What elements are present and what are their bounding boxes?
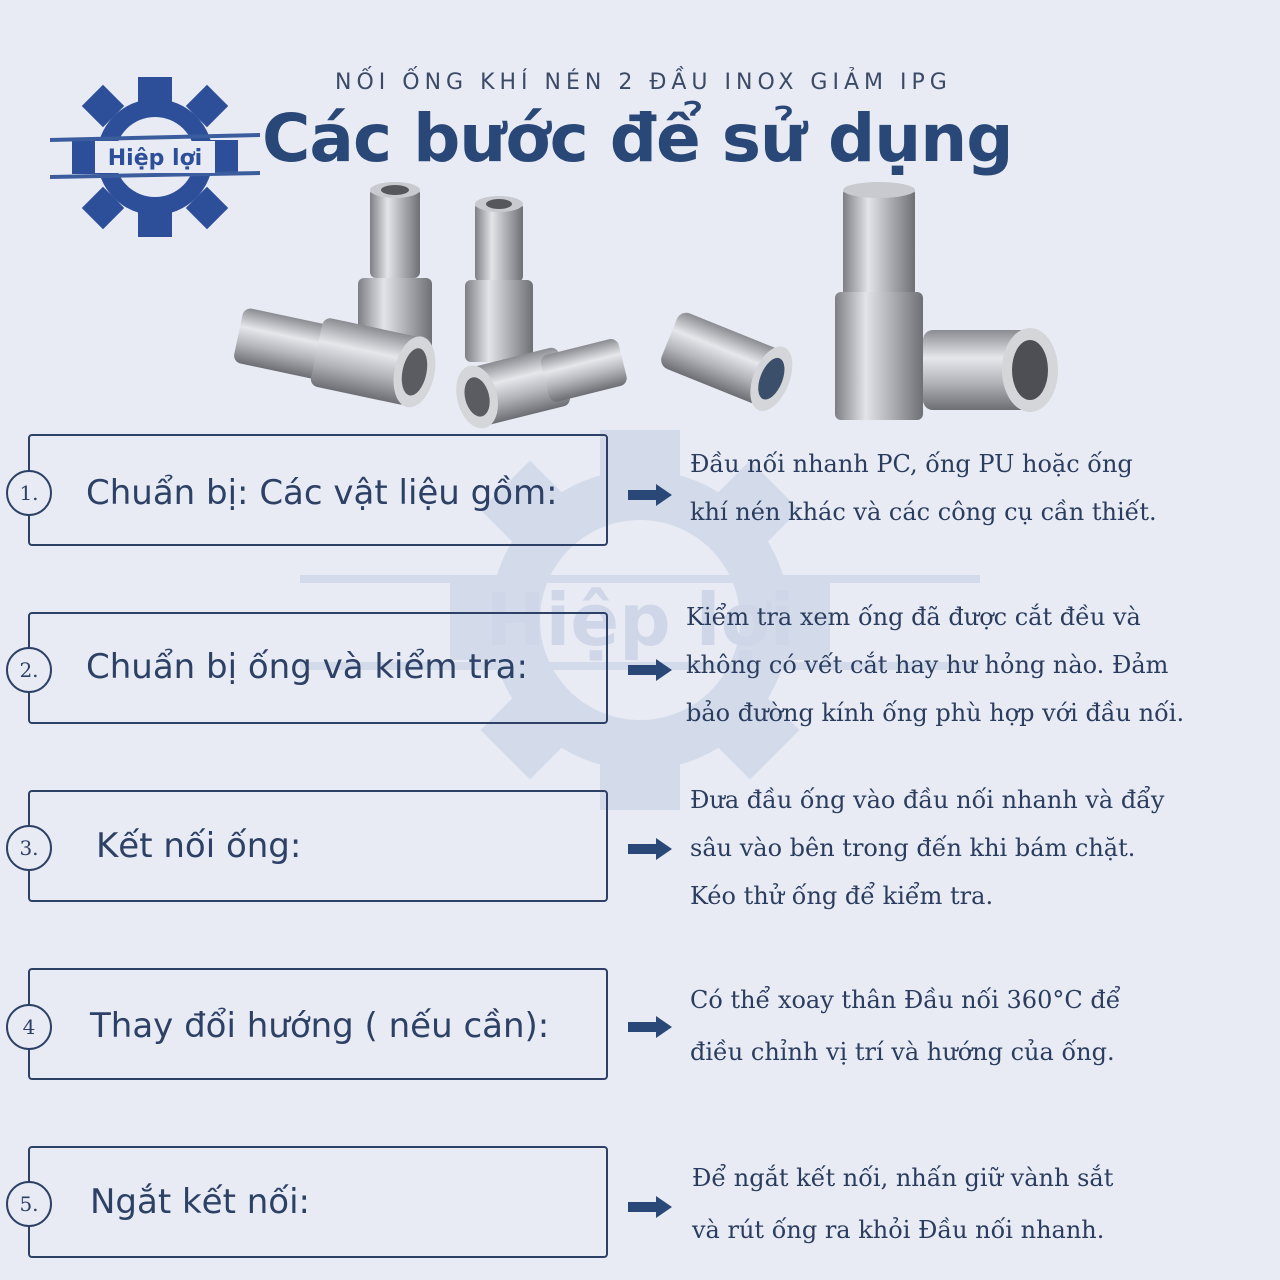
- logo-text: Hiệp lợi: [107, 146, 203, 171]
- step-1-label: Chuẩn bị: Các vật liệu gồm:: [86, 473, 558, 513]
- description-line: điều chỉnh vị trí và hướng của ống.: [690, 1038, 1115, 1066]
- description-line: và rút ống ra khỏi Đầu nối nhanh.: [692, 1216, 1105, 1244]
- step-4-description: [690, 974, 1120, 1078]
- arrow-right-icon: [628, 1016, 672, 1038]
- step-2-label: Chuẩn bị ống và kiểm tra:: [86, 647, 528, 687]
- description-line: không có vết cắt hay hư hỏng nào. Đảm: [686, 651, 1169, 679]
- arrow-right-icon: [628, 659, 672, 681]
- step-5-number-badge: 5.: [6, 1181, 52, 1227]
- arrow-right-icon: [628, 484, 672, 506]
- page-subtitle: NỐI ỐNG KHÍ NÉN 2 ĐẦU INOX GIẢM IPG: [335, 70, 952, 95]
- step-1-description: [690, 440, 1157, 536]
- step-5-description: [692, 1152, 1113, 1256]
- arrow-right-icon: [628, 838, 672, 860]
- arrow-right-icon: [628, 1196, 672, 1218]
- description-line: Đưa đầu ống vào đầu nối nhanh và đẩy: [690, 786, 1165, 814]
- description-line: khí nén khác và các công cụ cần thiết.: [690, 498, 1157, 526]
- watermark-text: Hiệp lợi: [485, 578, 795, 662]
- description-line: Kéo thử ống để kiểm tra.: [690, 882, 994, 910]
- fitting-upright-2: [465, 196, 533, 362]
- step-2-number-badge: 2.: [6, 647, 52, 693]
- description-line: bảo đường kính ống phù hợp với đầu nối.: [686, 699, 1185, 727]
- description-line: Kiểm tra xem ống đã được cắt đều và: [686, 603, 1141, 631]
- fitting-tall: [835, 182, 923, 420]
- description-line: Đầu nối nhanh PC, ống PU hoặc ống: [690, 450, 1133, 478]
- step-1-number-badge: 1.: [6, 470, 52, 516]
- step-2-description: [686, 593, 1184, 737]
- step-3-number-badge: 3.: [6, 825, 52, 871]
- description-line: Có thể xoay thân Đầu nối 360°C để: [690, 986, 1121, 1014]
- product-fittings-illustration: [225, 180, 1075, 440]
- step-3-description: [690, 776, 1165, 920]
- fitting-straight: [657, 306, 801, 417]
- description-line: Để ngắt kết nối, nhấn giữ vành sắt: [692, 1164, 1114, 1192]
- step-5-label: Ngắt kết nối:: [90, 1182, 310, 1222]
- description-line: sâu vào bên trong đến khi bám chặt.: [690, 834, 1136, 862]
- fitting-lying-3: [923, 328, 1058, 412]
- step-3-label: Kết nối ống:: [96, 826, 302, 866]
- step-4-label: Thay đổi hướng ( nếu cần):: [90, 1006, 550, 1046]
- page-title: Các bước để sử dụng: [262, 100, 1013, 177]
- step-4-number-badge: 4: [6, 1004, 52, 1050]
